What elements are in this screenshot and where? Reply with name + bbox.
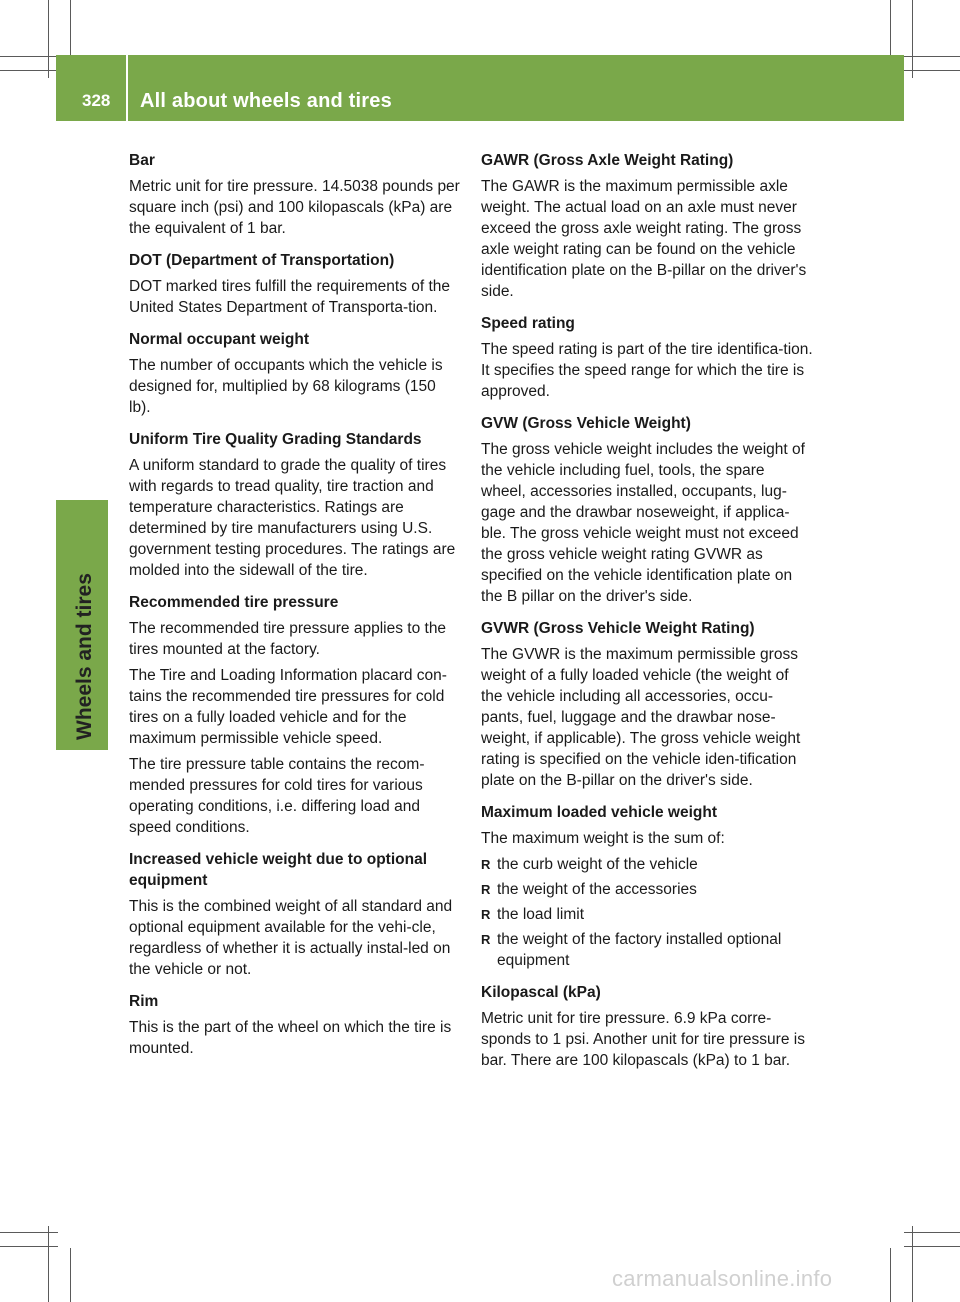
crop-mark — [70, 0, 71, 56]
glossary-definition: This is the combined weight of all standard and optional equipment available for the vehi-cle, regardless of whether it is actually instal-led on the vehicle or not. — [129, 898, 453, 978]
header-divider — [126, 55, 128, 121]
glossary-term: Normal occupant weight — [129, 331, 309, 348]
section-title: All about wheels and tires — [140, 90, 392, 112]
glossary-definition: The speed rating is part of the tire identifica-tion. It specifies the speed range for which the tire is approved. — [481, 341, 813, 400]
side-tab-label: Wheels and tires — [73, 573, 96, 740]
glossary-entry — [129, 592, 461, 838]
bullet-marker-icon: R — [481, 932, 491, 947]
glossary-definition: The recommended tire pressure applies to the tires mounted at the factory. — [129, 620, 447, 658]
glossary-definition: DOT marked tires fulfill the requirements of the United States Department of Transporta-tion. — [129, 278, 451, 316]
glossary-entry — [129, 849, 461, 980]
glossary-entry — [481, 413, 813, 607]
glossary-definition: The Tire and Loading Information placard con-tains the recommended tire pressures for cold tires on a fully loaded vehicle and for the maximum permissible vehicle speed. — [129, 667, 447, 747]
crop-mark — [904, 1232, 960, 1233]
glossary-definition: The maximum weight is the sum of: — [481, 830, 725, 847]
glossary-definition: The gross vehicle weight includes the weight of the vehicle including fuel, tools, the spare wheel, accessories installed, occupants, lug-gage and the drawbar noseweight, if applica-ble. The gross vehicle weight must not exceed the gross vehicle weight rating GVWR as specified on the vehicle identification plate on the B pillar on the driver's side. — [481, 441, 805, 605]
glossary-definition: The tire pressure table contains the recom-mended pressures for cold tires for various operating conditions, i.e. differing load and speed conditions. — [129, 756, 425, 836]
list-item — [481, 929, 813, 971]
glossary-definition: The GAWR is the maximum permissible axle weight. The actual load on an axle must never exceed the gross axle weight rating. The gross axle weight rating can be found on the vehicle identification plate on the B-pillar on the driver's side. — [481, 178, 807, 300]
crop-mark — [890, 0, 891, 56]
crop-mark — [890, 1248, 891, 1302]
list-item-text: the curb weight of the vehicle — [497, 856, 698, 873]
list-item-text: the load limit — [497, 906, 585, 923]
crop-mark — [904, 56, 960, 57]
glossary-term: Rim — [129, 993, 159, 1010]
glossary-term: Kilopascal (kPa) — [481, 984, 601, 1001]
glossary-entry — [129, 991, 461, 1059]
glossary-definition: Metric unit for tire pressure. 14.5038 pounds per square inch (psi) and 100 kilopascals (kPa) are the equivalent of 1 bar. — [129, 178, 460, 237]
glossary-definition: The number of occupants which the vehicle is designed for, multiplied by 68 kilograms (150 lb). — [129, 357, 443, 416]
bullet-marker-icon: R — [481, 882, 491, 897]
glossary-entry — [481, 982, 813, 1071]
glossary-term: GAWR (Gross Axle Weight Rating) — [481, 152, 734, 169]
bullet-marker-icon: R — [481, 907, 491, 922]
left-column — [129, 150, 461, 1070]
list-item — [481, 854, 813, 875]
crop-mark — [48, 0, 49, 78]
glossary-definition: Metric unit for tire pressure. 6.9 kPa corre-sponds to 1 psi. Another unit for tire pressure is bar. There are 100 kilopascals (kPa) to 1 bar. — [481, 1010, 805, 1069]
crop-mark — [0, 56, 58, 57]
glossary-term: DOT (Department of Transportation) — [129, 252, 395, 269]
crop-mark — [904, 70, 960, 71]
bullet-list — [481, 854, 813, 971]
glossary-term: GVWR (Gross Vehicle Weight Rating) — [481, 620, 755, 637]
list-item — [481, 904, 813, 925]
glossary-entry — [129, 429, 461, 581]
crop-mark — [48, 1226, 49, 1302]
glossary-entry — [481, 313, 813, 402]
glossary-term: Bar — [129, 152, 155, 169]
glossary-term: Speed rating — [481, 315, 575, 332]
crop-mark — [912, 1226, 913, 1302]
watermark: carmanualsonline.info — [612, 1266, 833, 1291]
list-item-text: the weight of the accessories — [497, 881, 697, 898]
glossary-entry — [481, 150, 813, 302]
glossary-definition: This is the part of the wheel on which the tire is mounted. — [129, 1019, 452, 1057]
right-column — [481, 150, 813, 1082]
crop-mark — [904, 1246, 960, 1247]
bullet-marker-icon: R — [481, 857, 491, 872]
glossary-entry — [129, 329, 461, 418]
glossary-term: Increased vehicle weight due to optional equipment — [129, 851, 428, 889]
crop-mark — [0, 1232, 58, 1233]
page-number: 328 — [82, 91, 111, 110]
crop-mark — [0, 1246, 58, 1247]
glossary-term: Recommended tire pressure — [129, 594, 339, 611]
glossary-entry — [129, 250, 461, 318]
glossary-definition: A uniform standard to grade the quality of tires with regards to tread quality, tire traction and temperature characteristics. Ratings are determined by tire manufacturers using U.S. government testing procedures. The ratings are molded into the sidewall of the tire. — [129, 457, 456, 579]
crop-mark — [912, 0, 913, 78]
crop-mark — [0, 70, 58, 71]
glossary-entry — [129, 150, 461, 239]
glossary-term: GVW (Gross Vehicle Weight) — [481, 415, 691, 432]
glossary-term: Uniform Tire Quality Grading Standards — [129, 431, 422, 448]
crop-mark — [70, 1248, 71, 1302]
glossary-entry — [481, 802, 813, 971]
glossary-entry — [481, 618, 813, 791]
glossary-term: Maximum loaded vehicle weight — [481, 804, 718, 821]
glossary-definition: The GVWR is the maximum permissible gross weight of a fully loaded vehicle (the weight of the vehicle including all accessories, occu-pants, fuel, luggage and the drawbar nose-weight, if applicable). The gross vehicle weight rating is specified on the vehicle iden-tification plate on the B-pillar on the driver's side. — [481, 646, 801, 789]
list-item — [481, 879, 813, 900]
list-item-text: the weight of the factory installed optional equipment — [497, 931, 782, 969]
